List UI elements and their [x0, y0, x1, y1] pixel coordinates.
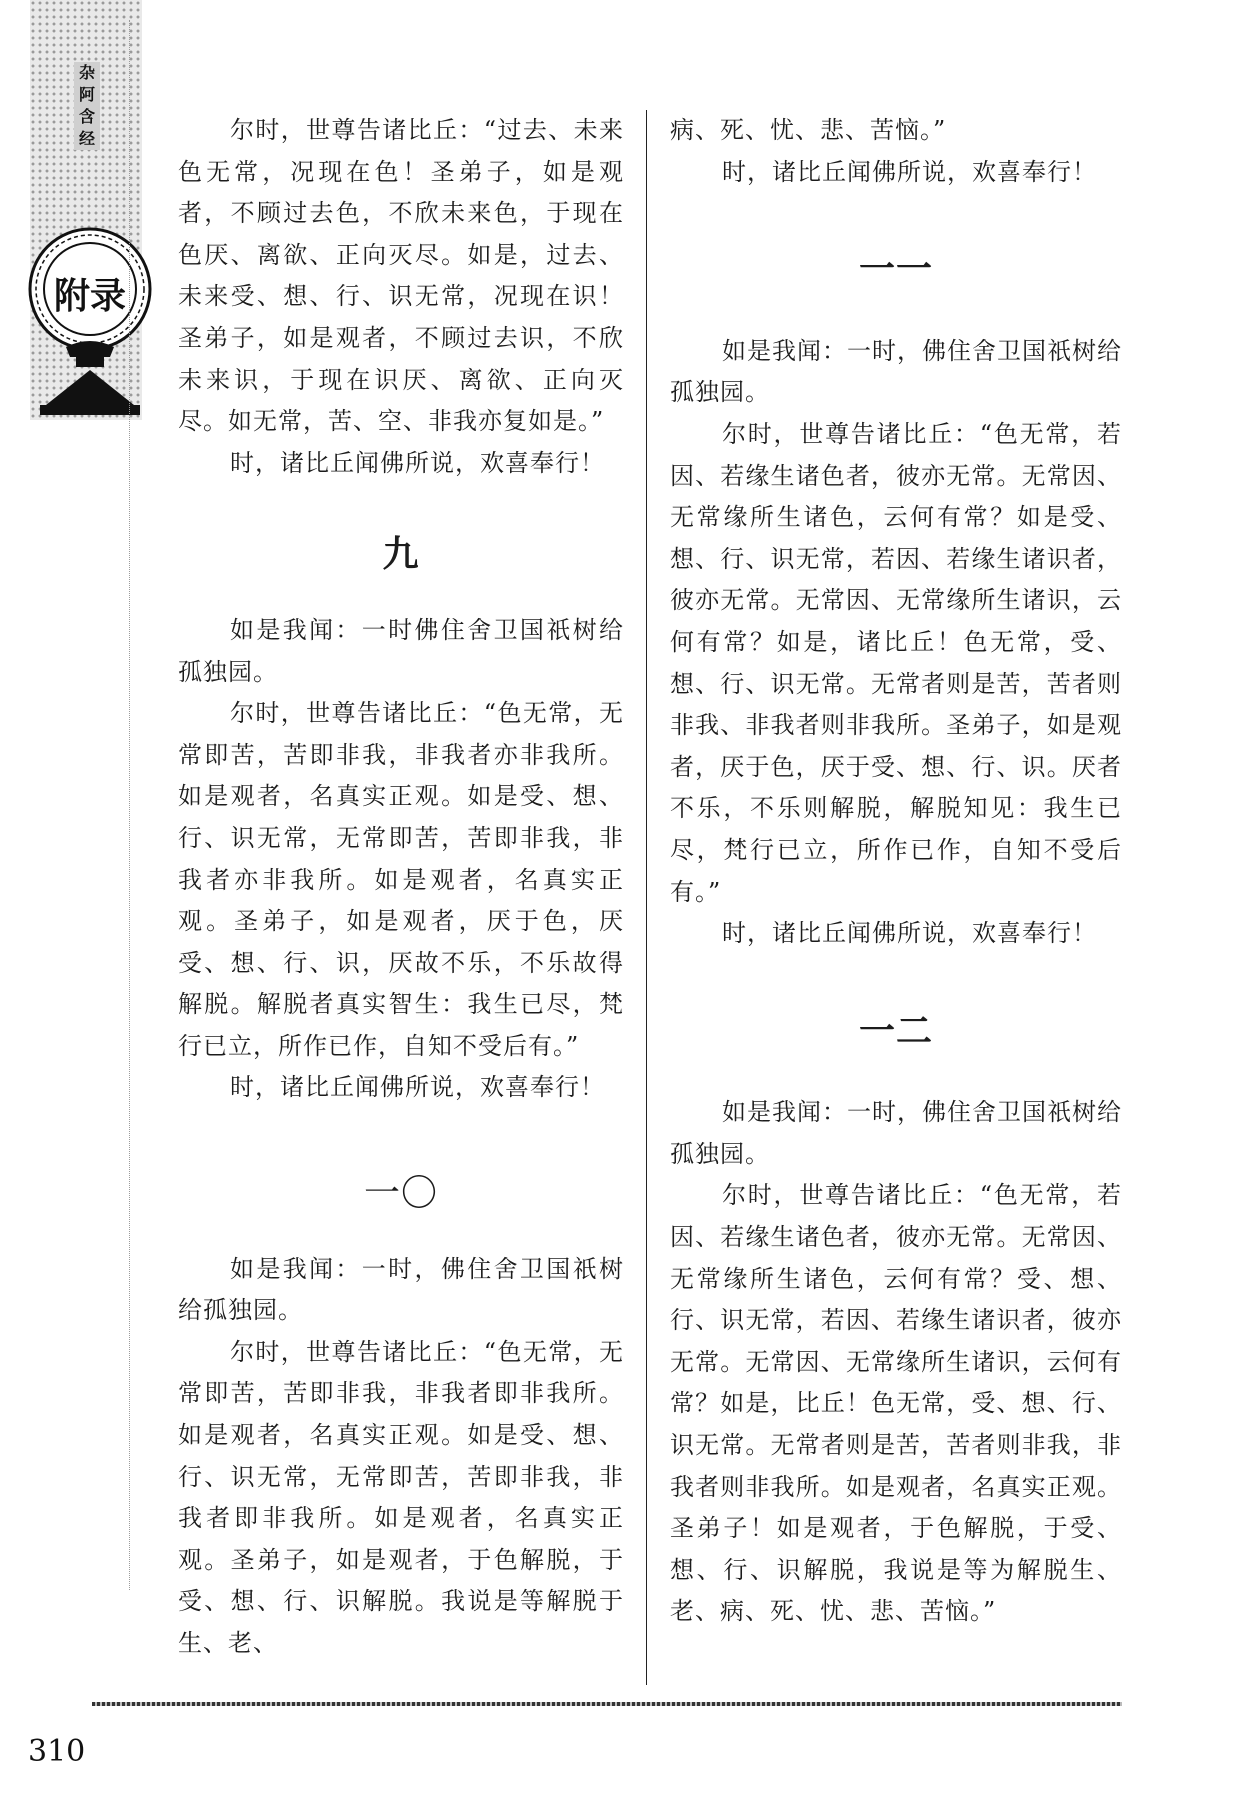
paragraph: 病、死、忧、悲、苦恼。”: [670, 116, 947, 144]
paragraph: 时，诸比丘闻佛所说，欢喜奉行！: [230, 448, 605, 477]
section-label: 附录: [53, 276, 126, 317]
paragraph: 如是我闻：一时佛住舍卫国祇树给孤独园。: [178, 615, 624, 686]
paragraph: 如是我闻：一时，佛住舍卫国祇树给孤独园。: [670, 1098, 1122, 1168]
paragraph: 尔时，世尊告诸比丘：“色无常，若因、若缘生诸色者，彼亦无常。无常因、无常缘所生诸色，云何有常？受、想、行、识无常，若因、若缘生诸识者，彼亦无常。无常因、无常缘所生诸识，云何有常？如是，比丘！色无常，受、想、行、识无常。无常者则是苦，苦者则非我，非我者则非我所。如是观者，名真实正观。圣弟子！如是观者，于色解脱，于受、想、行、识解脱，我说是等为解脱生、老、病、死、忧、悲、苦恼。”: [670, 1181, 1122, 1626]
paragraph: 如是我闻：一时，佛住舍卫国祇树给孤独园。: [178, 1254, 624, 1325]
page-number: 310: [28, 1734, 86, 1769]
column-divider: [646, 110, 647, 1685]
section-heading: 九: [382, 533, 420, 576]
paragraph: 时，诸比丘闻佛所说，欢喜奉行！: [722, 157, 1097, 186]
section-heading: 一二: [858, 1009, 933, 1052]
ornament-emblem-icon: [26, 225, 154, 420]
book-title-char: 含: [78, 107, 95, 126]
section-heading: 一一: [858, 248, 933, 291]
margin-rule: [129, 20, 130, 1590]
book-title-char: 经: [78, 129, 95, 148]
paragraph: 如是我闻：一时，佛住舍卫国祇树给孤独园。: [670, 336, 1122, 407]
paragraph: 尔时，世尊告诸比丘：“过去、未来色无常，况现在色！圣弟子，如是观者，不顾过去色，不欣未来色，于现在色厌、离欲、正向灭尽。如是，过去、未来受、想、行、识无常，况现在识！圣弟子，如是观者，不顾过去识，不欣未来识，于现在识厌、离欲、正向灭尽。如无常，苦、空、非我亦复如是。”: [178, 116, 624, 436]
footer-rule: [92, 1702, 1122, 1706]
left-column: [178, 110, 624, 1665]
paragraph: 时，诸比丘闻佛所说，欢喜奉行！: [722, 919, 1097, 948]
book-title-char: 杂: [78, 63, 95, 82]
paragraph: 尔时，世尊告诸比丘：“色无常，无常即苦，苦即非我，非我者即非我所。如是观者，名真实正观。如是受、想、行、识无常，无常即苦，苦即非我，非我者即非我所。如是观者，名真实正观。圣弟子，如是观者，于色解脱，于受、想、行、识解脱。我说是等解脱于生、老、: [178, 1337, 624, 1657]
right-column: [670, 110, 1122, 1633]
section-heading: 一〇: [363, 1173, 438, 1215]
paragraph: 尔时，世尊告诸比丘：“色无常，若因、若缘生诸色者，彼亦无常。无常因、无常缘所生诸色，云何有常？如是受、想、行、识无常，若因、若缘生诸识者，彼亦无常。无常因、无常缘所生诸识，云何有常？如是，诸比丘！色无常，受、想、行、识无常。无常者则是苦，苦者则非我、非我者则非我所。圣弟子，如是观者，厌于色，厌于受、想、行、识。厌者不乐，不乐则解脱，解脱知见：我生已尽，梵行已立，所作已作，自知不受后有。”: [670, 419, 1122, 906]
paragraph: 时，诸比丘闻佛所说，欢喜奉行！: [230, 1073, 605, 1102]
book-title: [74, 62, 100, 150]
paragraph: 尔时，世尊告诸比丘：“色无常，无常即苦，苦即非我，非我者亦非我所。如是观者，名真实正观。如是受、想、行、识无常，无常即苦，苦即非我，非我者亦非我所。如是观者，名真实正观。圣弟子，如是观者，厌于色，厌受、想、行、识，厌故不乐，不乐故得解脱。解脱者真实智生：我生已尽，梵行已立，所作已作，自知不受后有。”: [178, 699, 624, 1060]
book-title-char: 阿: [78, 85, 95, 104]
